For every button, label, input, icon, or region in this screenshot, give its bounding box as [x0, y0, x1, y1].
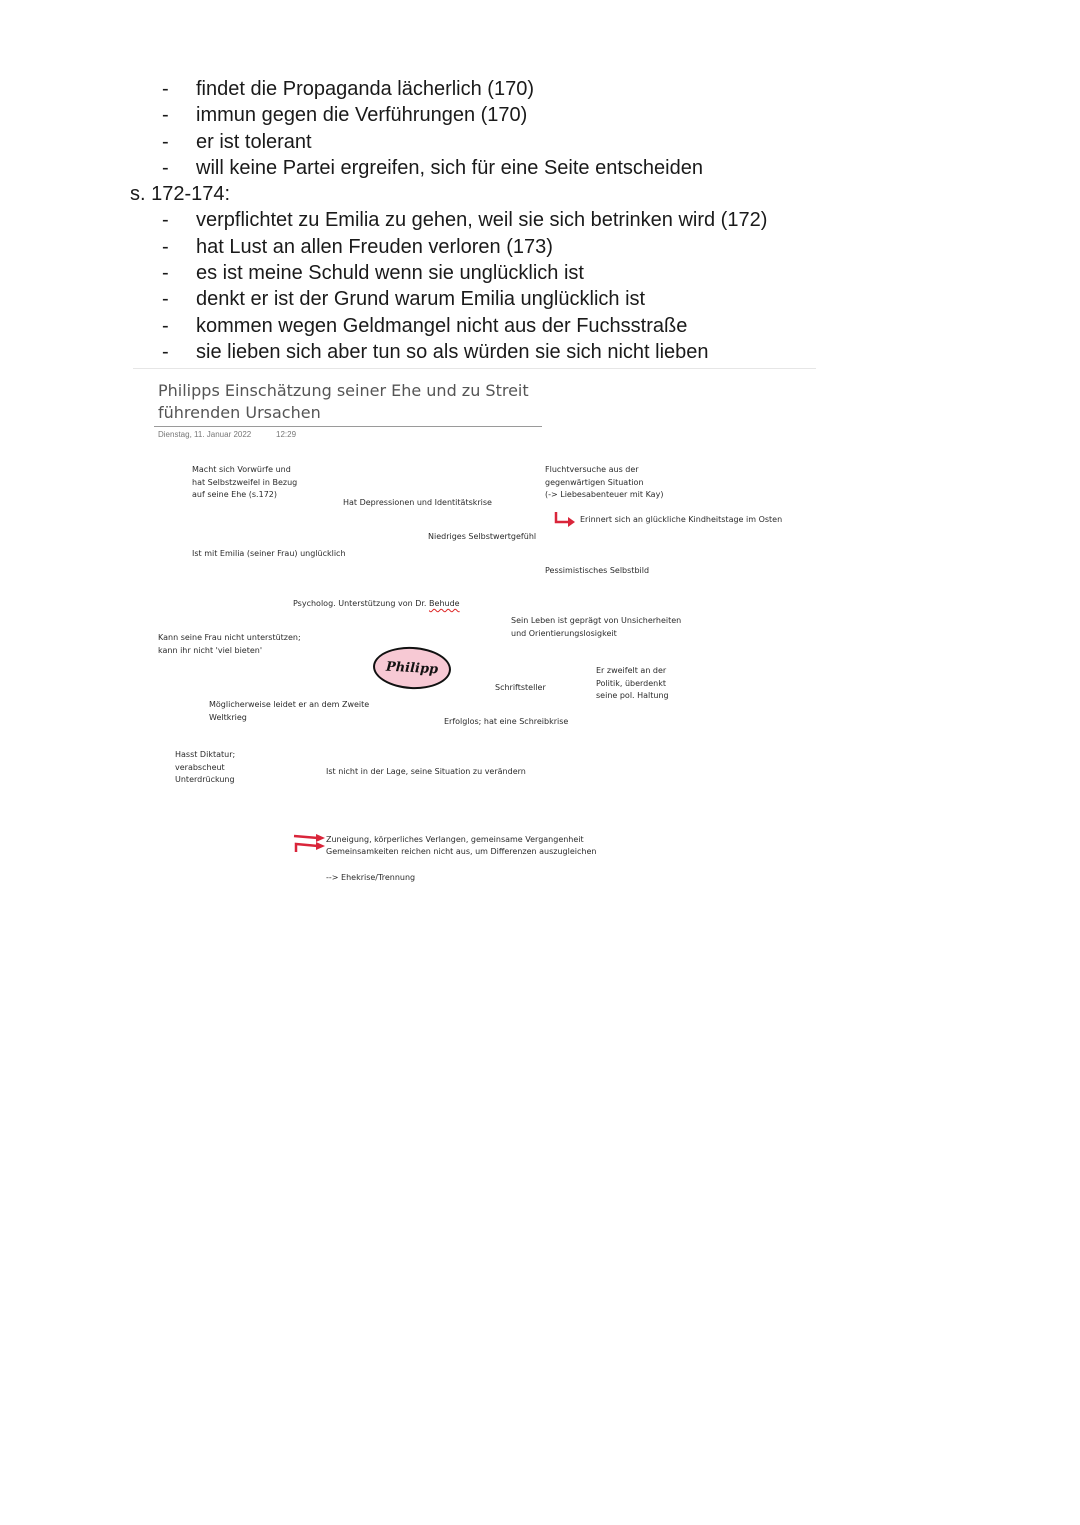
- note-kindheit: Erinnert sich an glückliche Kindheitstage im Osten: [580, 515, 783, 524]
- list-item: - will keine Partei ergreifen, sich für eine Seite entscheiden: [162, 157, 703, 179]
- note-ungluecklich: Ist mit Emilia (seiner Frau) unglücklich: [192, 549, 346, 558]
- note-pessimistisch: Pessimistisches Selbstbild: [545, 566, 650, 575]
- note-vorwuerfe: Macht sich Vorwürfe und hat Selbstzweifel in Bezug auf seine Ehe (s.172): [192, 465, 298, 499]
- note-schriftsteller: Schriftsteller: [495, 683, 546, 692]
- list-item: - es ist meine Schuld wenn sie unglücklich ist: [162, 262, 584, 284]
- note-psycholog: Psycholog. Unterstützung von Dr. Behude: [293, 599, 460, 608]
- list-item: - denkt er ist der Grund warum Emilia unglücklich ist: [162, 288, 646, 310]
- note-unsicherheiten: Sein Leben ist geprägt von Unsicherheiten und Orientierungslosigkeit: [511, 616, 682, 638]
- note-flucht: Fluchtversuche aus der gegenwärtigen Situation (-> Liebesabenteuer mit Kay): [545, 465, 664, 499]
- list-item: - kommen wegen Geldmangel nicht aus der Fuchsstraße: [162, 315, 688, 337]
- note-zuneigung: Zuneigung, körperliches Verlangen, gemeinsame Vergangenheit: [326, 835, 584, 844]
- note-title-rule: [154, 426, 542, 427]
- red-double-arrow-icon: [292, 832, 328, 858]
- section-label: s. 172-174:: [130, 183, 231, 205]
- list-item: - immun gegen die Verführungen (170): [162, 104, 528, 126]
- divider: [133, 368, 816, 369]
- note-ehekrise: --> Ehekrise/Trennung: [326, 873, 416, 882]
- note-diktatur: Hasst Diktatur; verabscheut Unterdrückung: [175, 750, 236, 784]
- list-item: - er ist tolerant: [162, 131, 312, 153]
- note-politik: Er zweifelt an der Politik, überdenkt seine pol. Haltung: [596, 666, 669, 700]
- note-lage: Ist nicht in der Lage, seine Situation zu verändern: [326, 767, 526, 776]
- note-unterstuetzen: Kann seine Frau nicht unterstützen; kann ihr nicht 'viel bieten': [158, 633, 301, 655]
- note-date: Dienstag, 11. Januar 2022: [158, 430, 252, 439]
- red-arrow-icon: [553, 511, 577, 527]
- list-item: - verpflichtet zu Emilia zu gehen, weil sie sich betrinken wird (172): [162, 209, 768, 231]
- note-time: 12:29: [276, 430, 297, 439]
- note-weltkrieg: Möglicherweise leidet er an dem Zweite Weltkrieg: [209, 700, 370, 722]
- note-erfolglos: Erfolglos; hat eine Schreibkrise: [444, 717, 569, 726]
- note-depressionen: Hat Depressionen und Identitätskrise: [343, 498, 492, 507]
- list-item: - findet die Propaganda lächerlich (170): [162, 78, 534, 100]
- note-title: Philipps Einschätzung seiner Ehe und zu Streit führenden Ursachen: [158, 381, 529, 422]
- center-node-philipp: Philipp: [372, 645, 452, 691]
- list-item: - sie lieben sich aber tun so als würden sie sich nicht lieben: [162, 341, 709, 363]
- note-selbstwert: Niedriges Selbstwertgefühl: [428, 532, 537, 541]
- list-item: - hat Lust an allen Freuden verloren (173): [162, 236, 553, 258]
- note-gemeinsamkeiten: Gemeinsamkeiten reichen nicht aus, um Differenzen auszugleichen: [326, 847, 597, 856]
